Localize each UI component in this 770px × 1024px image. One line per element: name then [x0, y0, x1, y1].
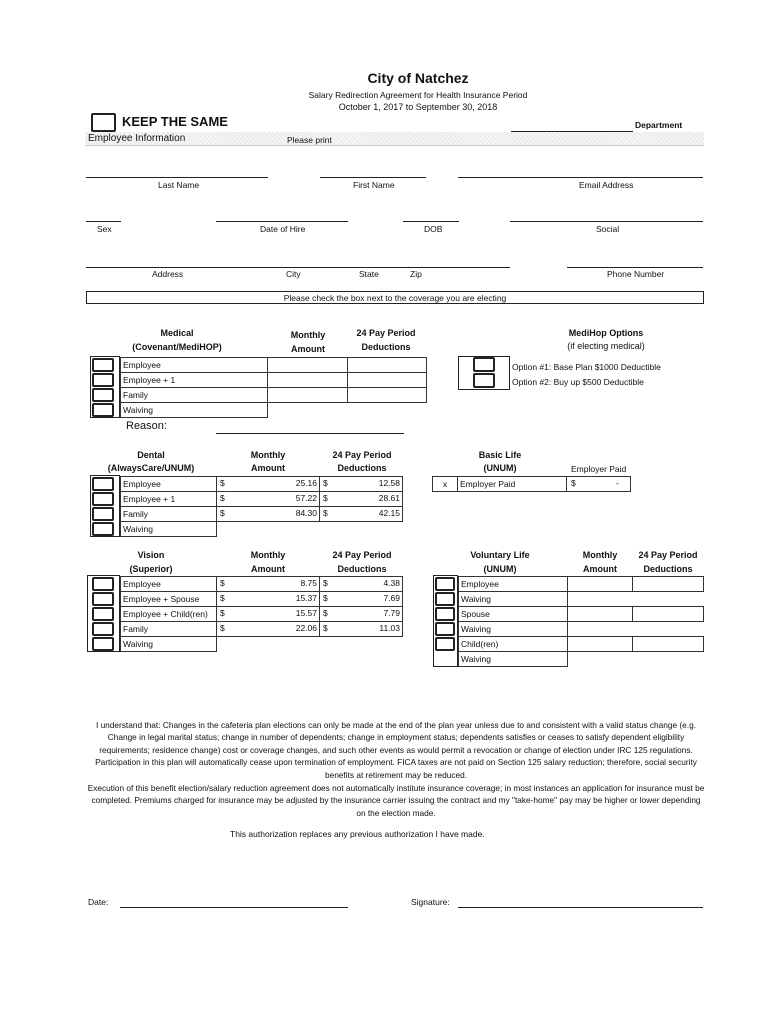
vol-spouse-checkbox[interactable] — [435, 607, 455, 621]
voluntary-life-amount-heading: Amount — [583, 564, 617, 574]
dental-row-waiving: Waiving — [120, 521, 217, 537]
dob-label: DOB — [424, 224, 443, 234]
vision-row-label: Employee + Spouse — [120, 591, 217, 607]
terms-paragraph-2: Execution of this benefit election/salary reduction agreement does not automatically institute insurance coverage; in most instances an application for insurance must be completed. Premiums charged for insurance may be adjusted by the insurance carrier issuing the contract and my "take-home" pay may be higher or lower depending on the election made. — [87, 783, 705, 818]
reason-label: Reason: — [126, 420, 167, 432]
form-subtitle: Salary Redirection Agreement for Health Insurance Period — [308, 90, 528, 100]
medical-deduction-cell — [347, 372, 427, 388]
please-print-note: Please print — [287, 135, 332, 145]
vol-deduction-cell — [632, 636, 704, 652]
state-label: State — [359, 269, 379, 279]
medical-row-employee: Employee — [120, 357, 268, 373]
medihop-heading: MediHop Options — [568, 328, 644, 338]
medical-pay-period-heading: 24 Pay Period — [356, 328, 416, 338]
vision-row-waiving: Waiving — [120, 636, 217, 652]
basic-life-currency: $ — [571, 478, 576, 488]
dental-deduction-value: 12.58 — [378, 478, 400, 488]
dental-deduction-value: 42.15 — [378, 508, 400, 518]
voluntary-life-monthly-heading: Monthly — [582, 550, 618, 560]
basic-life-amount: - — [616, 478, 619, 488]
vision-deduction-currency: $ — [323, 623, 328, 633]
date-of-hire-field[interactable] — [216, 221, 348, 222]
vision-heading: Vision — [137, 550, 165, 560]
medical-deduction-cell — [347, 357, 427, 373]
zip-label: Zip — [410, 269, 422, 279]
phone-field[interactable] — [567, 267, 703, 268]
dental-employee-checkbox[interactable] — [92, 477, 114, 491]
voluntary-life-deductions-heading: Deductions — [643, 564, 693, 574]
vol-employee-checkbox[interactable] — [435, 577, 455, 591]
employer-paid-heading: Employer Paid — [571, 464, 627, 474]
vol-monthly-cell — [567, 636, 633, 652]
vision-family-checkbox[interactable] — [92, 622, 114, 636]
first-name-label: First Name — [353, 180, 395, 190]
medical-row-waiving: Waiving — [120, 402, 268, 418]
medihop-option2-checkbox[interactable] — [473, 373, 495, 388]
dental-monthly-value: 25.16 — [295, 478, 317, 488]
dental-monthly-currency: $ — [220, 478, 225, 488]
date-field[interactable] — [120, 907, 348, 908]
dental-deduction-value: 28.61 — [378, 493, 400, 503]
keep-the-same-label: KEEP THE SAME — [122, 114, 228, 129]
voluntary-life-carrier: (UNUM) — [483, 564, 517, 574]
medical-row-family: Family — [120, 387, 268, 403]
vision-carrier: (Superior) — [129, 564, 173, 574]
sex-label: Sex — [97, 224, 112, 234]
dental-heading: Dental — [137, 450, 165, 460]
dental-row-label: Employee + 1 — [120, 491, 217, 507]
medihop-option1: Option #1: Base Plan $1000 Deductible — [512, 362, 661, 372]
vision-deduction-currency: $ — [323, 608, 328, 618]
coverage-banner: Please check the box next to the coverage you are electing — [86, 291, 704, 304]
reason-field[interactable] — [216, 433, 404, 434]
vision-monthly-currency: $ — [220, 608, 225, 618]
vol-row-employee: Employee — [458, 576, 568, 592]
dental-monthly-currency: $ — [220, 493, 225, 503]
vision-monthly-currency: $ — [220, 623, 225, 633]
address-label: Address — [152, 269, 184, 279]
basic-life-carrier: (UNUM) — [483, 463, 517, 473]
medical-row-employee-plus-one: Employee + 1 — [120, 372, 268, 388]
vision-deduction-currency: $ — [323, 578, 328, 588]
first-name-field[interactable] — [320, 177, 426, 178]
medical-employee-checkbox[interactable] — [92, 358, 114, 372]
vision-employee-checkbox[interactable] — [92, 577, 114, 591]
vision-deduction-value: 7.79 — [383, 608, 400, 618]
dental-deductions-heading: Deductions — [337, 463, 387, 473]
vision-deduction-value: 4.38 — [383, 578, 400, 588]
dental-deduction-currency: $ — [323, 493, 328, 503]
date-of-hire-label: Date of Hire — [260, 224, 306, 234]
medical-employee-plus-one-checkbox[interactable] — [92, 373, 114, 387]
dental-monthly-currency: $ — [220, 508, 225, 518]
vision-monthly-heading: Monthly — [250, 550, 286, 560]
dental-employee-plus-one-checkbox[interactable] — [92, 492, 114, 506]
vol-children-checkbox[interactable] — [435, 637, 455, 651]
dental-row-label: Employee — [120, 476, 217, 492]
dental-monthly-value: 57.22 — [295, 493, 317, 503]
dental-carrier: (AlwaysCare/UNUM) — [107, 463, 195, 473]
dental-pay-period-heading: 24 Pay Period — [332, 450, 392, 460]
vol-spouse-waiving-checkbox[interactable] — [435, 622, 455, 636]
form-period: October 1, 2017 to September 30, 2018 — [338, 102, 498, 112]
vol-employee-waiving-checkbox[interactable] — [435, 592, 455, 606]
vision-waiving-checkbox[interactable] — [92, 637, 114, 651]
dob-field[interactable] — [403, 221, 459, 222]
medical-monthly-cell — [267, 372, 348, 388]
vision-amount-heading: Amount — [251, 564, 285, 574]
signature-label: Signature: — [411, 897, 450, 907]
vol-deduction-cell — [632, 576, 704, 592]
vision-deduction-value: 7.69 — [383, 593, 400, 603]
vol-row-spouse: Spouse — [458, 606, 568, 622]
vol-row-employee-waiving: Waiving — [458, 591, 568, 607]
vision-row-label: Employee — [120, 576, 217, 592]
dental-monthly-heading: Monthly — [250, 450, 286, 460]
dental-waiving-checkbox[interactable] — [92, 522, 114, 536]
last-name-field[interactable] — [86, 177, 268, 178]
medical-waiving-checkbox[interactable] — [92, 403, 114, 417]
department-label: Department — [635, 120, 683, 130]
vol-deduction-cell — [632, 606, 704, 622]
terms-paragraph-1: I understand that: Changes in the cafeteria plan elections can only be made at the end of the plan year unless due to and consistent with a valid status change (e.g. Change in legal marital status; change in number of dependents; change in employment status; dependents satisfies or ceases to satisfy dependent eligibility requirements; residence change) cost or coverage changes, and such other events as would permit a revocation or change of election under IRC 125 regulations. Participation in this plan will automatically cease upon termination of employment. FICA taxes are not paid on Section 125 salary reduction; therefore, social security benefits at retirement may be reduced. — [95, 720, 697, 780]
vol-row-children-waiving: Waiving — [458, 651, 568, 667]
sex-field[interactable] — [86, 221, 121, 222]
last-name-label: Last Name — [158, 180, 200, 190]
vision-row-label: Employee + Child(ren) — [120, 606, 217, 622]
vol-monthly-cell — [567, 606, 633, 622]
vision-row-label: Family — [120, 621, 217, 637]
terms-authorization: This authorization replaces any previous authorization I have made. — [230, 829, 485, 839]
vision-monthly-value: 15.57 — [295, 608, 317, 618]
phone-label: Phone Number — [607, 269, 665, 279]
vision-employee-children-checkbox[interactable] — [92, 607, 114, 621]
basic-life-checkbox[interactable]: x — [432, 476, 458, 492]
employee-info-label: Employee Information — [88, 133, 186, 144]
vision-deductions-heading: Deductions — [337, 564, 387, 574]
medical-deductions-heading: Deductions — [361, 342, 411, 352]
medical-carrier: (Covenant/MediHOP) — [132, 342, 222, 352]
dental-deduction-currency: $ — [323, 508, 328, 518]
vol-monthly-cell — [567, 576, 633, 592]
medical-monthly-cell — [267, 357, 348, 373]
city-label: City — [286, 269, 301, 279]
medical-monthly-cell — [267, 387, 348, 403]
medihop-subheading: (if electing medical) — [567, 341, 645, 351]
vision-monthly-value: 15.37 — [295, 593, 317, 603]
medihop-option2: Option #2: Buy up $500 Deductible — [512, 377, 644, 387]
keep-the-same-checkbox[interactable] — [91, 113, 116, 132]
vision-monthly-value: 8.75 — [300, 578, 317, 588]
vision-monthly-currency: $ — [220, 578, 225, 588]
social-label: Social — [596, 224, 620, 234]
dental-monthly-value: 84.30 — [295, 508, 317, 518]
dental-family-checkbox[interactable] — [92, 507, 114, 521]
medical-deduction-cell — [347, 387, 427, 403]
form-title: City of Natchez — [367, 70, 469, 86]
date-label: Date: — [88, 897, 109, 907]
vision-monthly-currency: $ — [220, 593, 225, 603]
address-field[interactable] — [86, 267, 510, 268]
vision-monthly-value: 22.06 — [295, 623, 317, 633]
vision-deduction-currency: $ — [323, 593, 328, 603]
vision-pay-period-heading: 24 Pay Period — [332, 550, 392, 560]
medical-heading: Medical — [160, 328, 194, 338]
dental-amount-heading: Amount — [251, 463, 285, 473]
dental-deduction-currency: $ — [323, 478, 328, 488]
voluntary-life-pay-period-heading: 24 Pay Period — [638, 550, 698, 560]
medical-family-checkbox[interactable] — [92, 388, 114, 402]
vision-deduction-value: 11.03 — [379, 623, 400, 633]
email-label: Email Address — [579, 180, 634, 190]
medihop-option1-checkbox[interactable] — [473, 357, 495, 372]
dental-row-label: Family — [120, 506, 217, 522]
voluntary-life-heading: Voluntary Life — [470, 550, 530, 560]
social-field[interactable] — [510, 221, 703, 222]
medical-amount-heading: Amount — [291, 344, 325, 354]
email-field[interactable] — [458, 177, 703, 178]
signature-field[interactable] — [458, 907, 703, 908]
vision-employee-spouse-checkbox[interactable] — [92, 592, 114, 606]
medical-monthly-heading: Monthly — [290, 330, 326, 340]
basic-life-heading: Basic Life — [478, 450, 522, 460]
vol-row-spouse-waiving: Waiving — [458, 621, 568, 637]
vol-row-children: Child(ren) — [458, 636, 568, 652]
basic-life-row-label: Employer Paid — [457, 476, 567, 492]
